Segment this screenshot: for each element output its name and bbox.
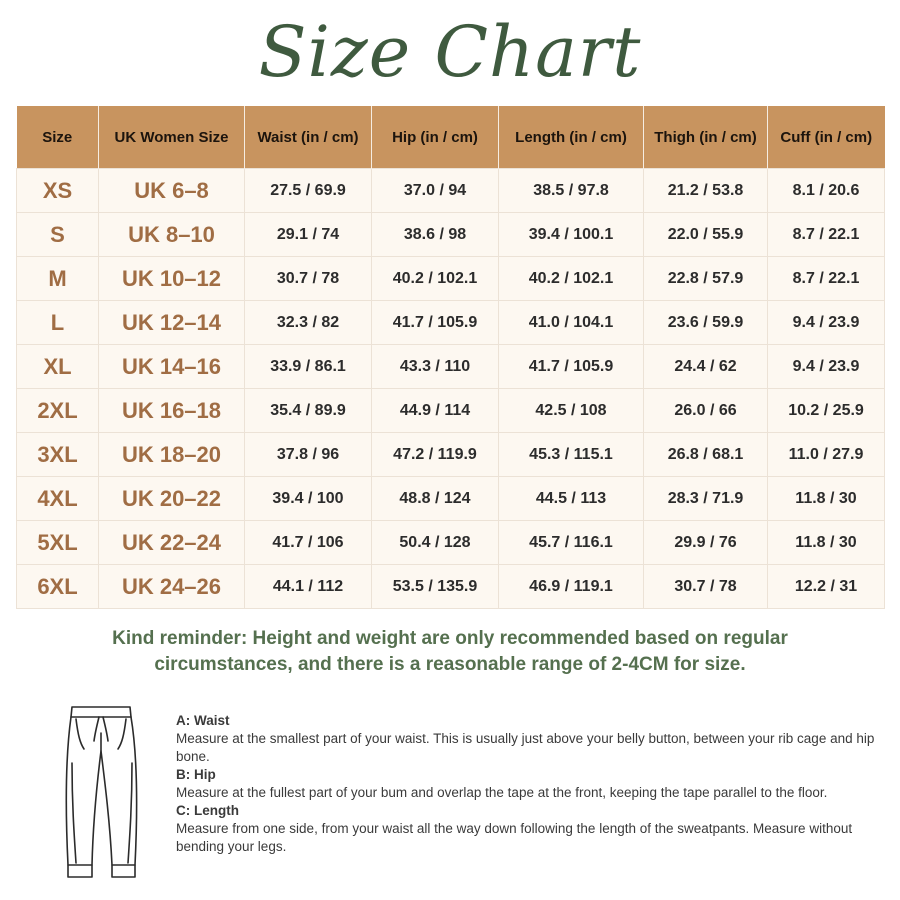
cell-cuff: 12.2 / 31 — [768, 565, 885, 609]
cell-uk-women-size: UK 16–18 — [99, 389, 245, 433]
measurement-guide — [176, 712, 876, 856]
table-row — [17, 169, 885, 213]
cell-waist: 33.9 / 86.1 — [245, 345, 372, 389]
cell-uk-women-size: UK 10–12 — [99, 257, 245, 301]
cell-cuff: 11.0 / 27.9 — [768, 433, 885, 477]
cell-hip: 48.8 / 124 — [372, 477, 499, 521]
table-row — [17, 433, 885, 477]
size-chart-table — [16, 106, 885, 609]
cell-size: S — [17, 213, 99, 257]
cell-waist: 39.4 / 100 — [245, 477, 372, 521]
table-row — [17, 301, 885, 345]
guide-length-label: C: Length — [176, 803, 239, 818]
cell-waist: 41.7 / 106 — [245, 521, 372, 565]
guide-waist — [176, 712, 876, 766]
cell-hip: 50.4 / 128 — [372, 521, 499, 565]
cell-uk-women-size: UK 14–16 — [99, 345, 245, 389]
cell-thigh: 30.7 / 78 — [644, 565, 768, 609]
cell-waist: 32.3 / 82 — [245, 301, 372, 345]
cell-hip: 40.2 / 102.1 — [372, 257, 499, 301]
cell-length: 39.4 / 100.1 — [499, 213, 644, 257]
guide-length-text: Measure from one side, from your waist all the way down following the length of the sweatpants. Measure without bending your legs. — [176, 821, 853, 854]
cell-length: 40.2 / 102.1 — [499, 257, 644, 301]
cell-hip: 38.6 / 98 — [372, 213, 499, 257]
cell-thigh: 23.6 / 59.9 — [644, 301, 768, 345]
cell-length: 42.5 / 108 — [499, 389, 644, 433]
guide-hip-text: Measure at the fullest part of your bum and overlap the tape at the front, keeping the tape parallel to the floor. — [176, 785, 828, 800]
cell-size: 4XL — [17, 477, 99, 521]
header-hip: Hip (in / cm) — [372, 106, 499, 169]
header-uk-women-size: UK Women Size — [99, 106, 245, 169]
guide-waist-text: Measure at the smallest part of your waist. This is usually just above your belly button, between your rib cage and hip bone. — [176, 731, 875, 764]
cell-size: L — [17, 301, 99, 345]
table-row — [17, 213, 885, 257]
guide-hip-label: B: Hip — [176, 767, 216, 782]
cell-thigh: 28.3 / 71.9 — [644, 477, 768, 521]
cell-waist: 35.4 / 89.9 — [245, 389, 372, 433]
header-size: Size — [17, 106, 99, 169]
cell-cuff: 11.8 / 30 — [768, 521, 885, 565]
header-waist: Waist (in / cm) — [245, 106, 372, 169]
cell-cuff: 11.8 / 30 — [768, 477, 885, 521]
cell-cuff: 8.1 / 20.6 — [768, 169, 885, 213]
cell-hip: 53.5 / 135.9 — [372, 565, 499, 609]
cell-length: 41.0 / 104.1 — [499, 301, 644, 345]
cell-uk-women-size: UK 18–20 — [99, 433, 245, 477]
cell-length: 41.7 / 105.9 — [499, 345, 644, 389]
kind-reminder — [60, 626, 840, 678]
cell-cuff: 10.2 / 25.9 — [768, 389, 885, 433]
cell-cuff: 8.7 / 22.1 — [768, 257, 885, 301]
cell-thigh: 21.2 / 53.8 — [644, 169, 768, 213]
cell-size: 2XL — [17, 389, 99, 433]
cell-uk-women-size: UK 24–26 — [99, 565, 245, 609]
table-row — [17, 345, 885, 389]
cell-cuff: 8.7 / 22.1 — [768, 213, 885, 257]
cell-hip: 43.3 / 110 — [372, 345, 499, 389]
cell-thigh: 26.0 / 66 — [644, 389, 768, 433]
cell-thigh: 29.9 / 76 — [644, 521, 768, 565]
cell-waist: 37.8 / 96 — [245, 433, 372, 477]
reminder-line-1: Kind reminder: Height and weight are only recommended based on regular — [112, 628, 788, 649]
cell-size: XL — [17, 345, 99, 389]
cell-waist: 27.5 / 69.9 — [245, 169, 372, 213]
cell-waist: 30.7 / 78 — [245, 257, 372, 301]
cell-size: M — [17, 257, 99, 301]
header-cuff: Cuff (in / cm) — [768, 106, 885, 169]
cell-thigh: 22.0 / 55.9 — [644, 213, 768, 257]
table-row — [17, 565, 885, 609]
reminder-line-2: circumstances, and there is a reasonable range of 2-4CM for size. — [154, 654, 746, 675]
cell-thigh: 24.4 / 62 — [644, 345, 768, 389]
cell-length: 45.3 / 115.1 — [499, 433, 644, 477]
cell-cuff: 9.4 / 23.9 — [768, 345, 885, 389]
table-header-row — [17, 106, 885, 169]
cell-length: 46.9 / 119.1 — [499, 565, 644, 609]
cell-waist: 29.1 / 74 — [245, 213, 372, 257]
cell-size: 6XL — [17, 565, 99, 609]
header-length: Length (in / cm) — [499, 106, 644, 169]
cell-cuff: 9.4 / 23.9 — [768, 301, 885, 345]
cell-hip: 47.2 / 119.9 — [372, 433, 499, 477]
table-row — [17, 477, 885, 521]
cell-hip: 44.9 / 114 — [372, 389, 499, 433]
cell-thigh: 26.8 / 68.1 — [644, 433, 768, 477]
cell-uk-women-size: UK 22–24 — [99, 521, 245, 565]
cell-hip: 41.7 / 105.9 — [372, 301, 499, 345]
cell-length: 44.5 / 113 — [499, 477, 644, 521]
header-thigh: Thigh (in / cm) — [644, 106, 768, 169]
cell-uk-women-size: UK 20–22 — [99, 477, 245, 521]
cell-size: XS — [17, 169, 99, 213]
chart-title: Size Chart — [258, 11, 642, 93]
table-row — [17, 521, 885, 565]
cell-hip: 37.0 / 94 — [372, 169, 499, 213]
guide-length — [176, 802, 876, 856]
table-row — [17, 257, 885, 301]
guide-waist-label: A: Waist — [176, 713, 230, 728]
cell-waist: 44.1 / 112 — [245, 565, 372, 609]
cell-length: 45.7 / 116.1 — [499, 521, 644, 565]
cell-length: 38.5 / 97.8 — [499, 169, 644, 213]
cell-uk-women-size: UK 8–10 — [99, 213, 245, 257]
cell-size: 5XL — [17, 521, 99, 565]
sweatpants-icon — [62, 703, 142, 881]
table-row — [17, 389, 885, 433]
cell-uk-women-size: UK 12–14 — [99, 301, 245, 345]
guide-hip — [176, 766, 876, 802]
cell-size: 3XL — [17, 433, 99, 477]
cell-uk-women-size: UK 6–8 — [99, 169, 245, 213]
cell-thigh: 22.8 / 57.9 — [644, 257, 768, 301]
